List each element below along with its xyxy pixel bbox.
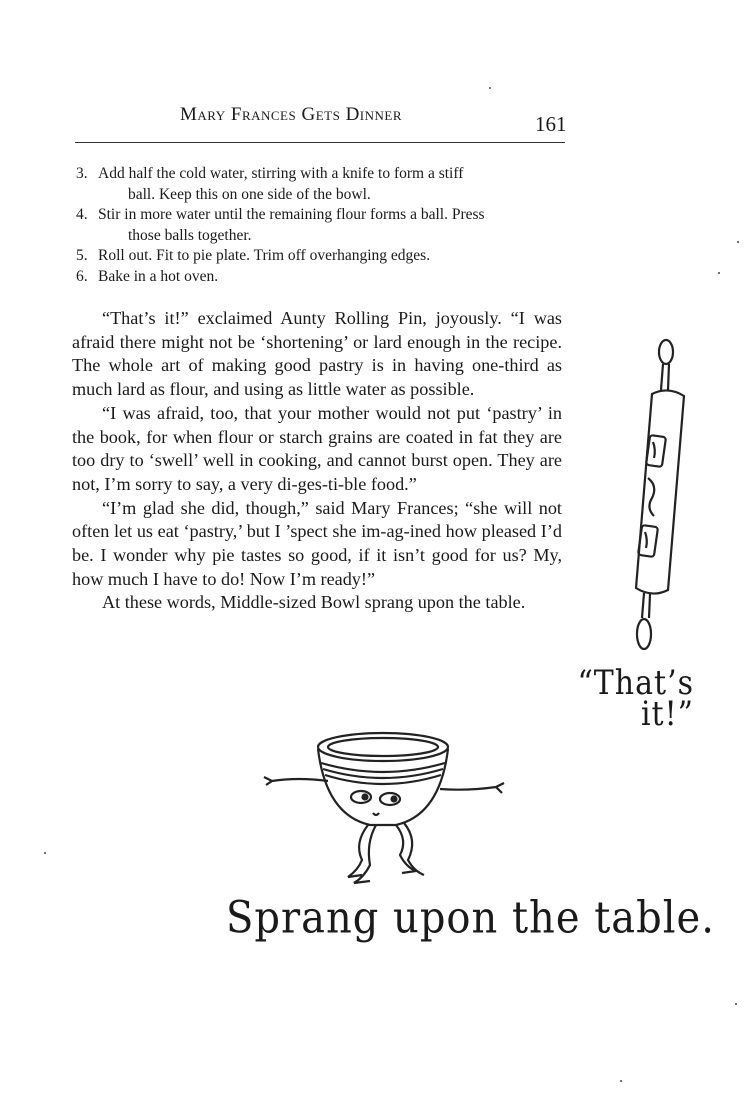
scan-speck: [44, 852, 46, 854]
page-number: 161: [535, 112, 567, 136]
body-text: [72, 307, 562, 615]
running-head: Mary Frances Gets Dinner: [180, 104, 403, 125]
recipe-step: [76, 246, 576, 267]
paragraph: At these words, Middle-sized Bowl sprang upon the table.: [102, 592, 526, 613]
rolling-pin-caption: [574, 663, 694, 735]
step-text-continued: ball. Keep this on one side of the bowl.: [128, 185, 371, 203]
bowl-caption: Sprang upon the table.: [226, 893, 715, 944]
recipe-steps: [76, 164, 576, 287]
scan-speck: [489, 87, 491, 89]
scan-speck: [737, 241, 739, 243]
step-number: 6.: [76, 267, 88, 285]
scan-speck: [718, 272, 720, 274]
step-text: Add half the cold water, stirring with a knife to form a stiff: [98, 165, 464, 182]
step-number: 5.: [76, 247, 88, 264]
scan-speck: [620, 1080, 622, 1082]
recipe-step: [76, 205, 576, 246]
middle-sized-bowl-illustration: [258, 725, 508, 900]
step-text: Roll out. Fit to pie plate. Trim off overhanging edges.: [98, 247, 431, 264]
paragraph: “I was afraid, too, that your mother would not put ‘pastry’ in the book, for when flour or starch grains are coated in fat they are too dry to ‘swell’ well in cooking, and cannot burst open. They are not, I’m sorry to say, a very di-ges-ti-ble food.”: [72, 402, 562, 494]
recipe-step: [76, 267, 576, 288]
caption-line: “That’s: [577, 663, 694, 703]
recipe-step: [76, 164, 576, 205]
paragraph: “That’s it!” exclaimed Aunty Rolling Pin, joyously. “I was afraid there might not be ‘shortening’ or lard enough in the recipe. The whole art of making good pastry is in having one-third as much lard as flour, and using as little water as possible.: [72, 308, 562, 400]
scan-speck: [735, 1003, 737, 1005]
header-rule: [75, 142, 565, 143]
paragraph: “I’m glad she did, though,” said Mary Frances; “she will not often let us eat ‘pastry,’ but I ’spect she im-ag-ined how pleased I’d be. I wonder why pie tastes so good, if it isn’t good for us? My, how much I have to do! Now I’m ready!”: [72, 497, 562, 589]
caption-line: it!”: [640, 694, 694, 735]
rolling-pin-illustration: [618, 338, 698, 658]
step-number: 4.: [76, 206, 88, 223]
step-text: Bake in a hot oven.: [98, 267, 219, 285]
step-number: 3.: [76, 165, 88, 182]
step-text: Stir in more water until the remaining flour forms a ball. Press: [98, 206, 485, 223]
step-text-continued: those balls together.: [128, 226, 252, 244]
